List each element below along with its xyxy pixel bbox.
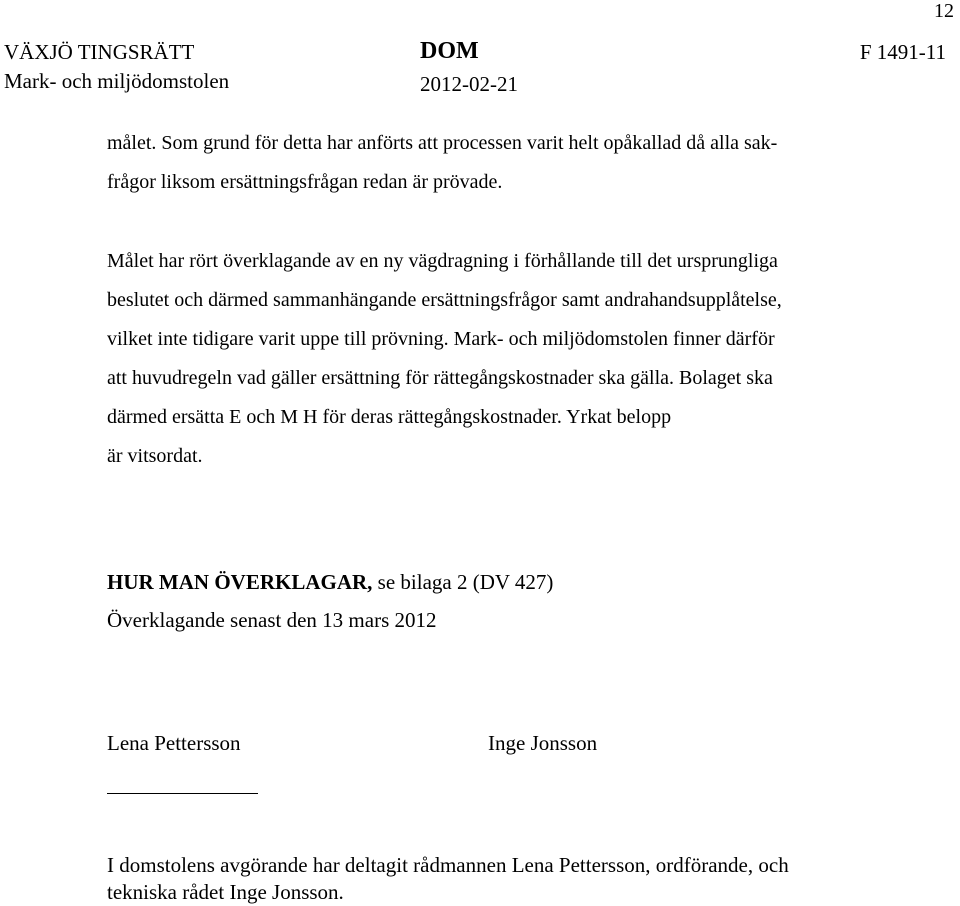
appeal-heading-rest: se bilaga 2 (DV 427): [372, 570, 554, 594]
case-number: F 1491-11: [859, 40, 946, 64]
document-type: DOM: [420, 38, 479, 64]
signature-name-1: Lena Pettersson: [107, 731, 241, 755]
paragraph-2-line: att huvudregeln vad gäller ersättning för rättegångskostnader ska gälla. Bolaget ska: [107, 367, 773, 389]
paragraph-2-line: beslutet och därmed sammanhängande ersättningsfrågor samt andrahandsupplåtelse,: [107, 289, 782, 311]
paragraph-2-line: är vitsordat.: [107, 445, 203, 467]
composition-note-line: I domstolens avgörande har deltagit rådmannen Lena Pettersson, ordförande, och: [107, 853, 789, 877]
court-division: Mark- och miljödomstolen: [4, 69, 230, 93]
paragraph-1-line: målet. Som grund för detta har anförts att processen varit helt opåkallad då alla sak-: [107, 132, 778, 154]
composition-note: [107, 852, 789, 906]
document-date: 2012-02-21: [420, 72, 518, 96]
appeal-heading-bold: HUR MAN ÖVERKLAGAR,: [107, 570, 373, 594]
signature-line: [107, 793, 258, 794]
paragraph-2-line: därmed ersätta E och M H för deras rättegångskostnader. Yrkat belopp: [107, 406, 672, 428]
appeal-deadline: Överklagande senast den 13 mars 2012: [107, 608, 437, 632]
signature-name-2: Inge Jonsson: [488, 731, 598, 755]
appeal-heading: [107, 570, 553, 595]
paragraph-2-line: Målet har rört överklagande av en ny vägdragning i förhållande till det ursprungliga: [107, 250, 778, 272]
paragraph-1: [107, 124, 777, 202]
page-number: 12: [934, 0, 954, 22]
paragraph-2-line: vilket inte tidigare varit uppe till prövning. Mark- och miljödomstolen finner därför: [107, 328, 775, 350]
court-name: VÄXJÖ TINGSRÄTT: [4, 40, 195, 64]
composition-note-line: tekniska rådet Inge Jonsson.: [107, 880, 344, 904]
paragraph-2: [107, 242, 782, 476]
paragraph-1-line: frågor liksom ersättningsfrågan redan är prövade.: [107, 171, 503, 193]
